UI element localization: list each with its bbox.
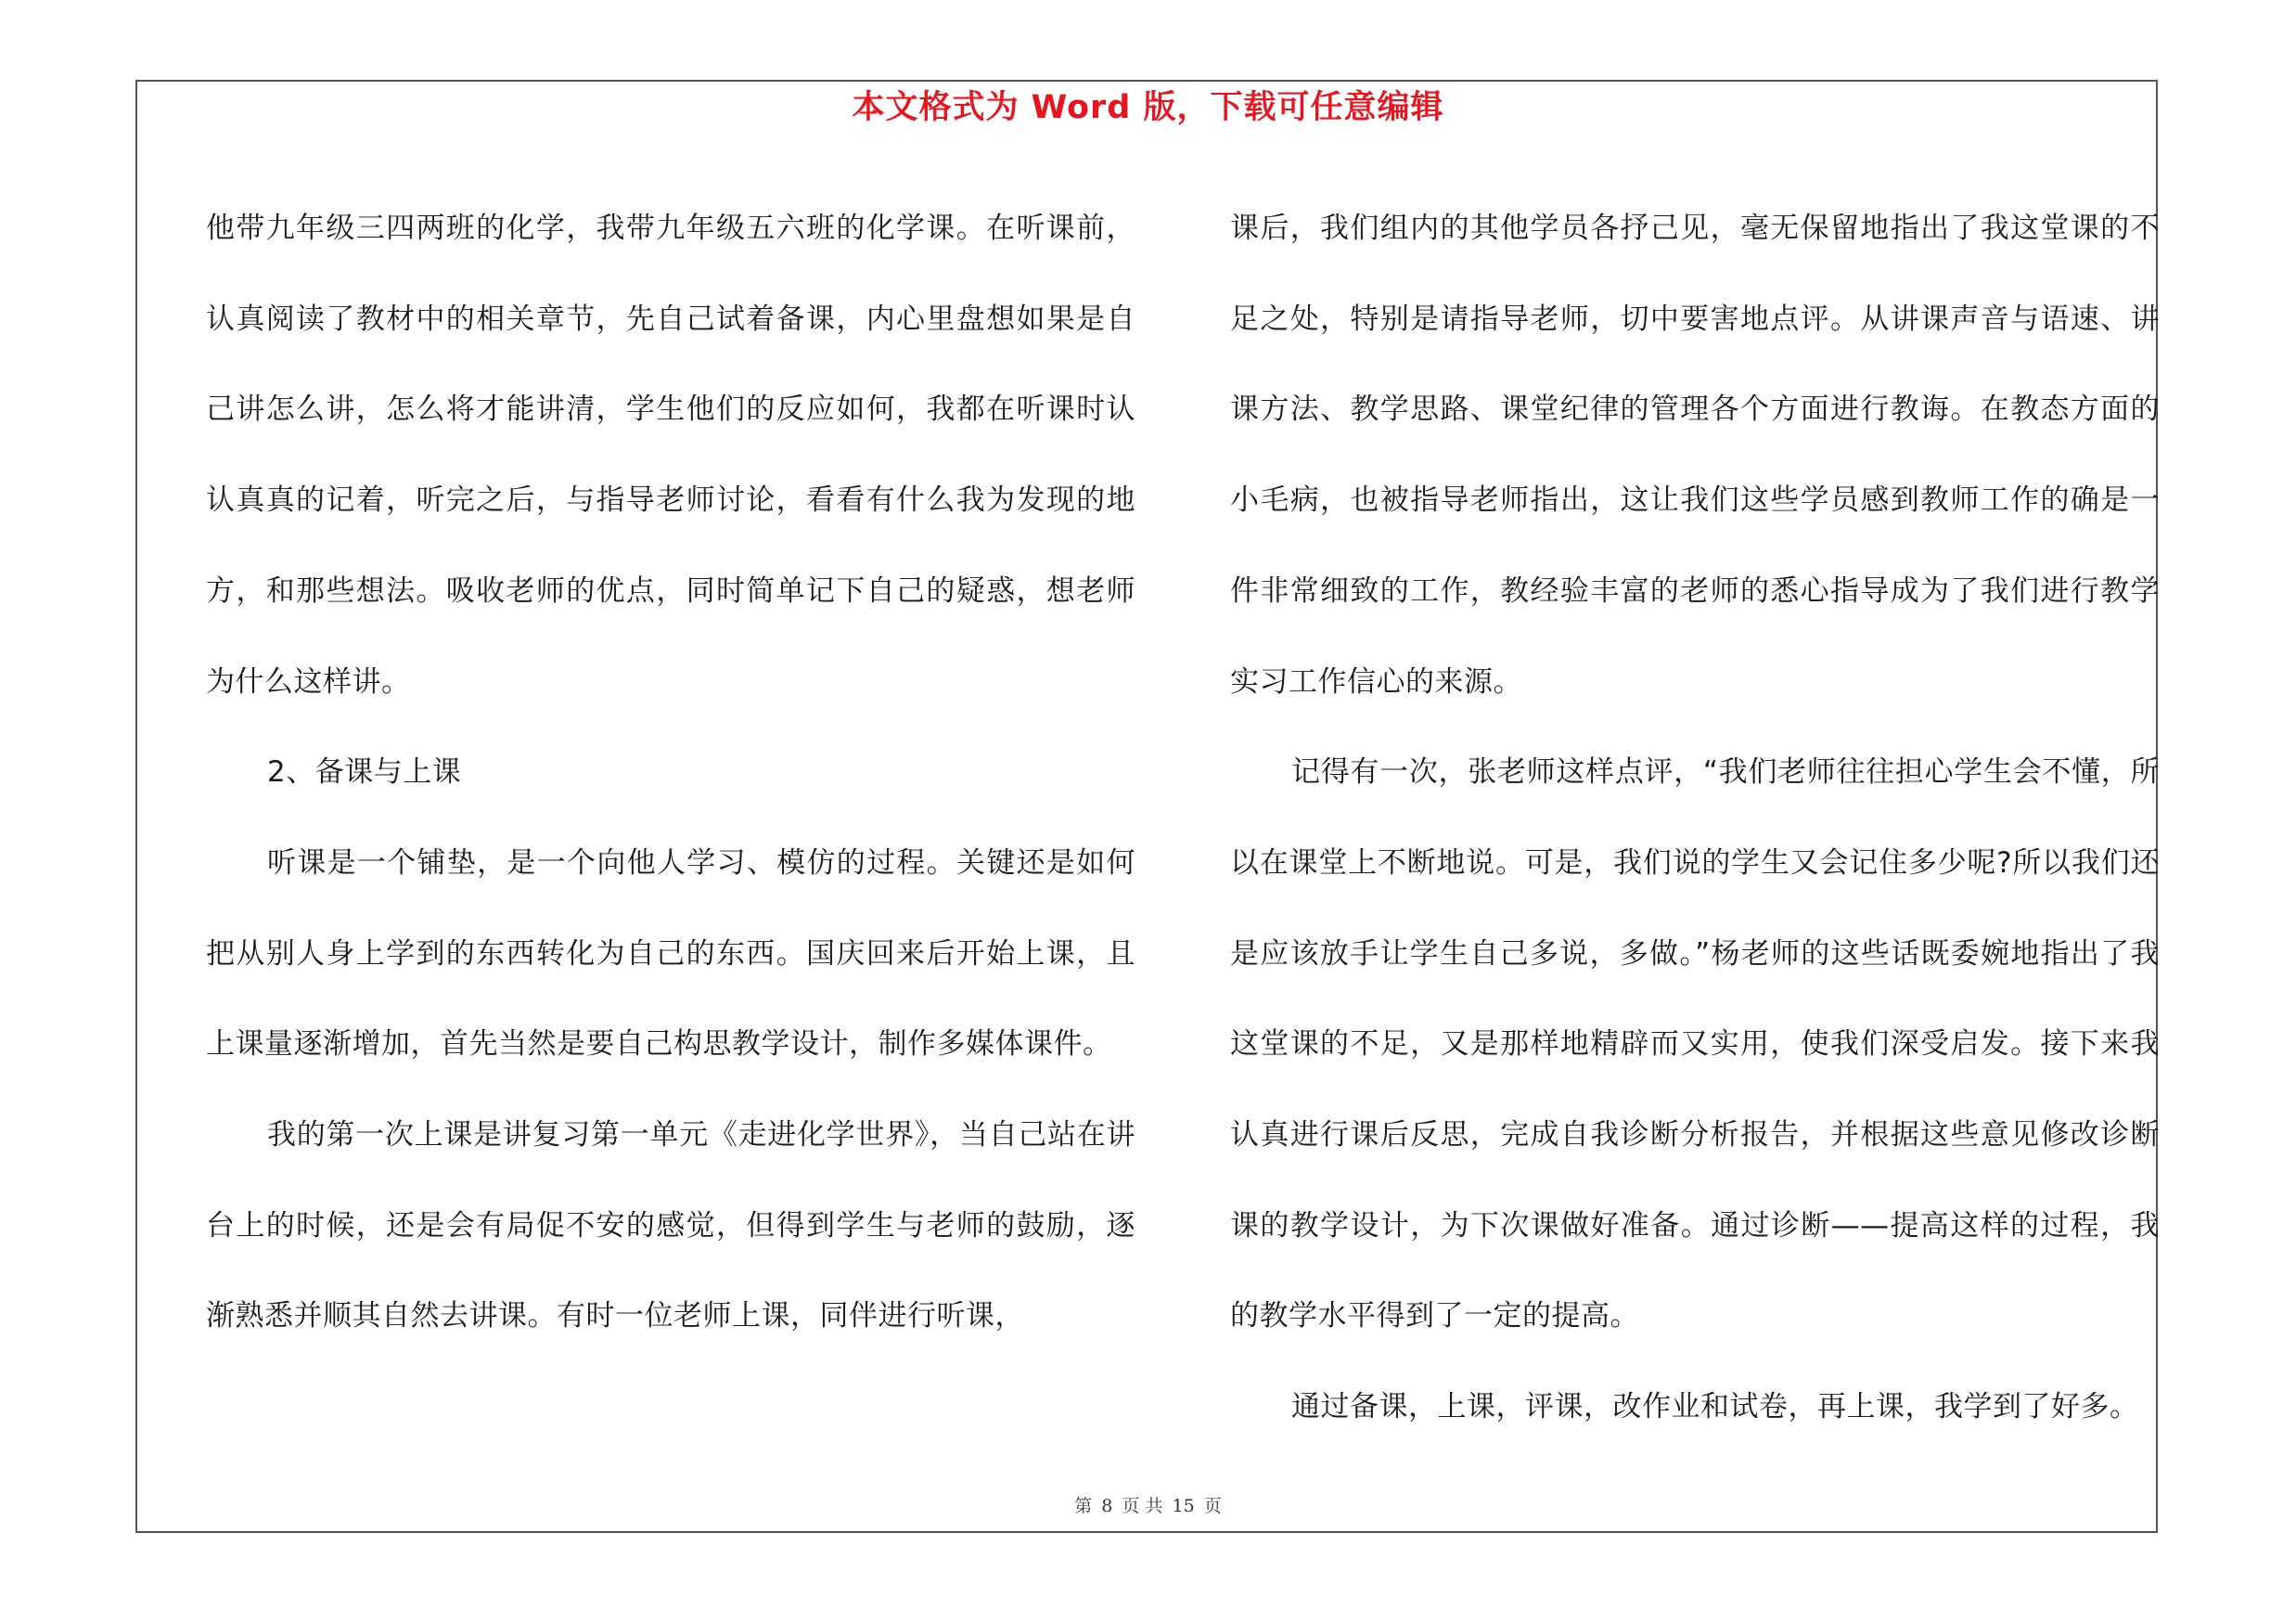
page-footer: [0, 1492, 2296, 1517]
section-heading: 2、备课与上课: [267, 755, 462, 790]
left-column: [206, 184, 1135, 1362]
paragraph: 他带九年级三四两班的化学，我带九年级五六班的化学课。在听课前，认真阅读了教材中的相关章节，先自己试着备课，内心里盘想如果是自己讲怎么讲，怎么将才能讲清，学生他们的反应如何，我都在听课时认认真真的记着，听完之后，与指导老师讨论，看看有什么我为发现的地方，和那些想法。吸收老师的优点，同时简单记下自己的疑惑，想老师为什么这样讲。: [206, 212, 1135, 699]
paragraph: 我的第一次上课是讲复习第一单元《走进化学世界》，当自己站在讲台上的时候，还是会有局促不安的感觉，但得到学生与老师的鼓励，逐渐熟悉并顺其自然去讲课。有时一位老师上课，同伴进行听课，: [206, 1118, 1135, 1333]
current-page-number: 8: [1101, 1496, 1113, 1516]
total-pages-number: 15: [1172, 1496, 1195, 1516]
footer-middle: 页 共: [1122, 1496, 1163, 1516]
paragraph: 课后，我们组内的其他学员各抒己见，毫无保留地指出了我这堂课的不足之处，特别是请指导老师，切中要害地点评。从讲课声音与语速、讲课方法、教学思路、课堂纪律的管理各个方面进行教诲。在教态方面的小毛病，也被指导老师指出，这让我们这些学员感到教师工作的确是一件非常细致的工作，教经验丰富的老师的悉心指导成为了我们进行教学实习工作信心的来源。: [1230, 212, 2160, 699]
paragraph: 记得有一次，张老师这样点评，“我们老师往往担心学生会不懂，所以在课堂上不断地说。可是，我们说的学生又会记住多少呢?所以我们还是应该放手让学生自己多说，多做。”杨老师的这些话既委婉地指出了我这堂课的不足，又是那样地精辟而又实用，使我们深受启发。接下来我认真进行课后反思，完成自我诊断分析报告，并根据这些意见修改诊断课的教学设计，为下次课做好准备。通过诊断——提高这样的过程，我的教学水平得到了一定的提高。: [1230, 755, 2160, 1333]
paragraph: 通过备课，上课，评课，改作业和试卷，再上课，我学到了好多。: [1291, 1390, 2139, 1424]
paragraph: 听课是一个铺垫，是一个向他人学习、模仿的过程。关键还是如何把从别人身上学到的东西转化为自己的东西。国庆回来后开始上课，且上课量逐渐增加，首先当然是要自己构思教学设计，制作多媒体课件。: [206, 845, 1135, 1062]
footer-prefix: 第: [1074, 1496, 1093, 1516]
document-banner: 本文格式为 Word 版，下载可任意编辑: [852, 89, 1444, 126]
right-column: [1230, 184, 2160, 1453]
footer-suffix: 页: [1203, 1496, 1222, 1516]
